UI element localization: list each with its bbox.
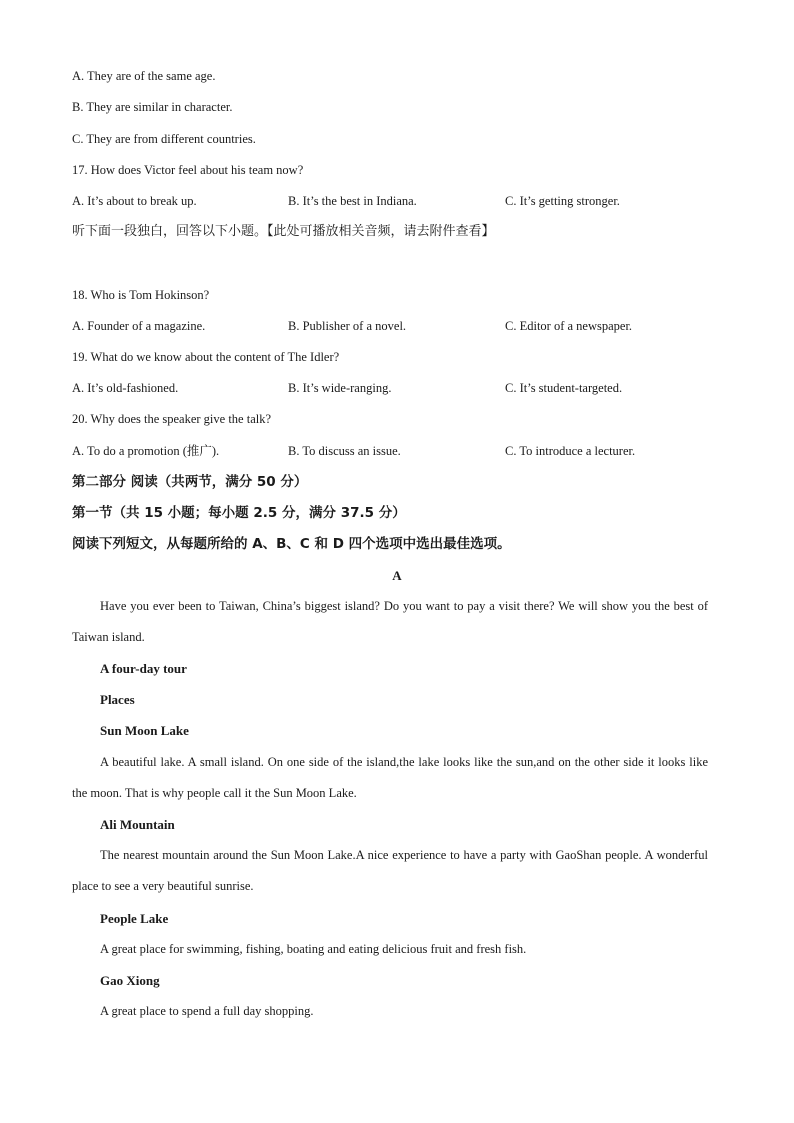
q16-option-a: A. They are of the same age. — [72, 69, 216, 83]
q20-option-b: B. To discuss an issue. — [288, 444, 401, 458]
reading-instruction: 阅读下列短文，从每题所给的 A、B、C 和 D 四个选项中选出最佳选项。 — [72, 536, 511, 552]
places-heading: Places — [100, 692, 135, 707]
place-name: Sun Moon Lake — [100, 723, 189, 738]
passage-intro: Have you ever been to Taiwan, China’s biggest island? Do you want to pay a visit there? We will show you the best of Taiwan island. — [72, 599, 708, 644]
place-description: A great place to spend a full day shopping. — [100, 1004, 314, 1018]
q18-option-c: C. Editor of a newspaper. — [505, 319, 633, 333]
place-name: People Lake — [100, 911, 169, 926]
q20-options — [72, 443, 722, 459]
q19-option-b: B. It’s wide-ranging. — [288, 381, 392, 395]
part2-heading: 第二部分 阅读（共两节，满分 50 分） — [72, 474, 308, 490]
q18-question: 18. Who is Tom Hokinson? — [72, 288, 210, 302]
place-name: Gao Xiong — [100, 973, 160, 988]
q17-question: 17. How does Victor feel about his team now? — [72, 163, 304, 177]
q19-option-a: A. It’s old-fashioned. — [72, 381, 179, 395]
q18-option-b: B. Publisher of a novel. — [288, 319, 407, 333]
place-description: A great place for swimming, fishing, boating and eating delicious fruit and fresh fish. — [100, 942, 527, 956]
q19-options — [72, 380, 722, 396]
q20-question: 20. Why does the speaker give the talk? — [72, 412, 272, 426]
place-description: The nearest mountain around the Sun Moon Lake.A nice experience to have a party with GaoShan people. A wonderful place to see a very beautiful sunrise. — [72, 848, 708, 893]
monologue-instruction: 听下面一段独白，回答以下小题。【此处可播放相关音频，请去附件查看】 — [72, 224, 495, 239]
q20-option-a: A. To do a promotion (推广). — [72, 444, 220, 458]
section1-heading: 第一节（共 15 小题；每小题 2.5 分，满分 37.5 分） — [72, 505, 406, 521]
q19-option-c: C. It’s student-targeted. — [505, 381, 623, 395]
q17-option-c: C. It’s getting stronger. — [505, 194, 620, 208]
place-name: Ali Mountain — [100, 817, 175, 832]
q17-option-b: B. It’s the best in Indiana. — [288, 194, 417, 208]
q17-options — [72, 193, 722, 209]
q16-option-c: C. They are from different countries. — [72, 132, 256, 146]
q18-options — [72, 318, 722, 334]
passage-letter: A — [392, 568, 402, 583]
q20-option-c: C. To introduce a lecturer. — [505, 444, 636, 458]
q17-option-a: A. It’s about to break up. — [72, 194, 197, 208]
q16-option-b: B. They are similar in character. — [72, 100, 233, 114]
q19-question: 19. What do we know about the content of The Idler? — [72, 350, 340, 364]
q18-option-a: A. Founder of a magazine. — [72, 319, 206, 333]
tour-heading: A four-day tour — [100, 661, 187, 676]
place-description: A beautiful lake. A small island. On one side of the island,the lake looks like the sun,and on the other side it looks like the moon. That is why people call it the Sun Moon Lake. — [72, 755, 708, 800]
